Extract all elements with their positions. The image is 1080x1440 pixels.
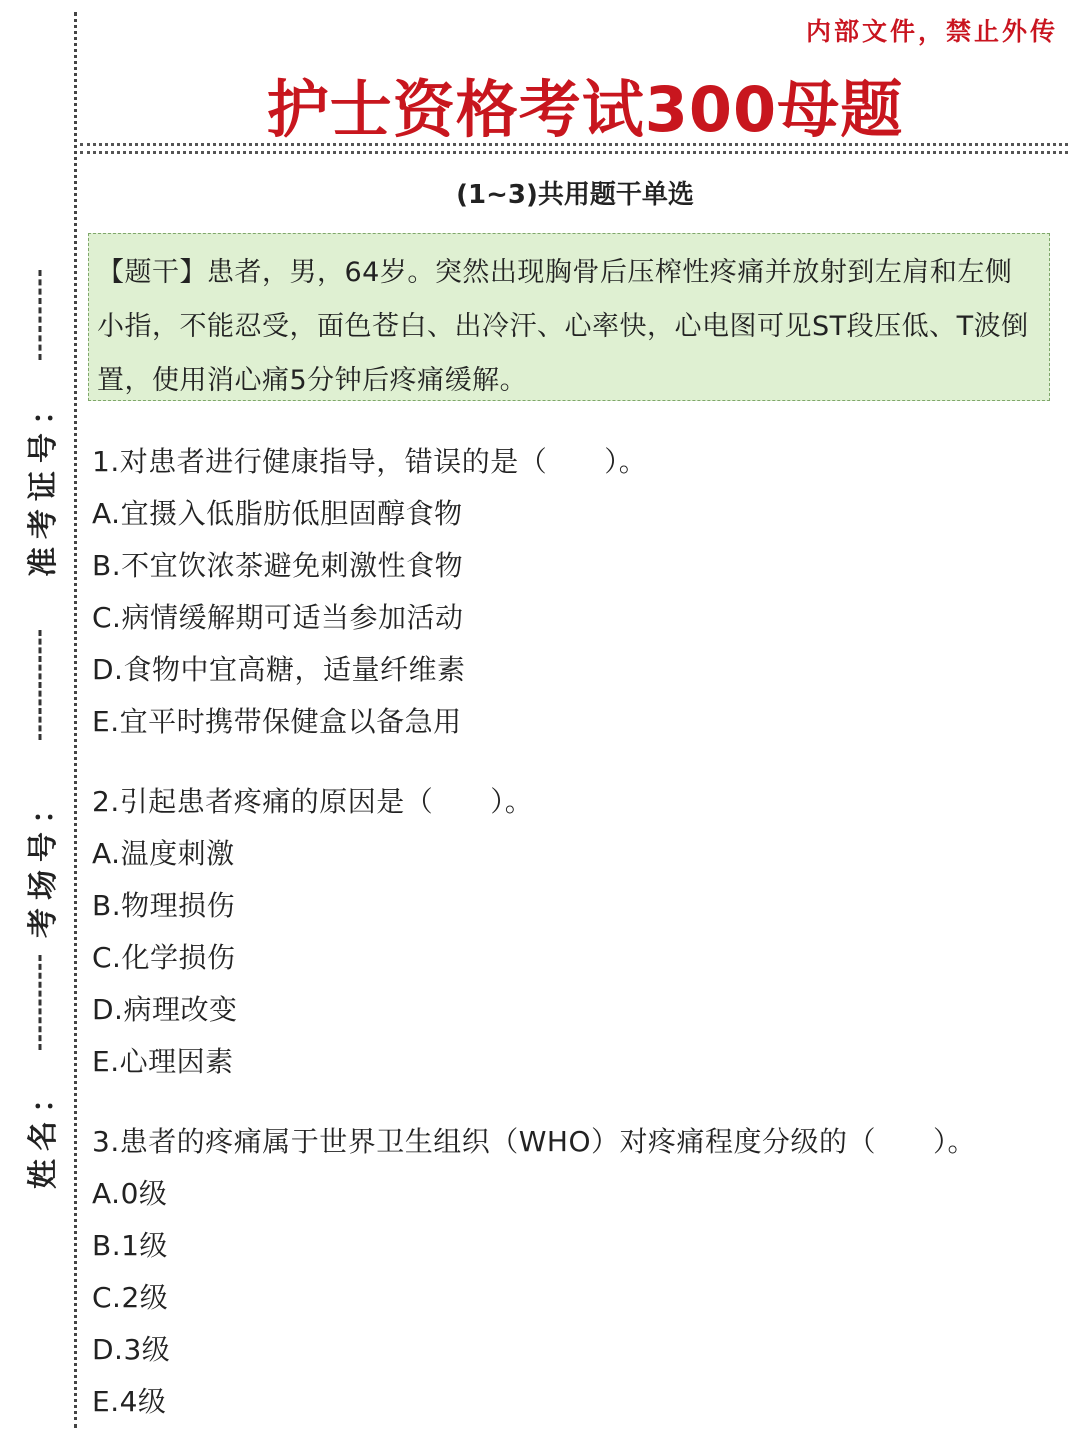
binding-dash-1 <box>39 270 42 360</box>
question-3-option-e[interactable]: E.4级 <box>92 1385 167 1418</box>
title-divider <box>80 143 1068 146</box>
question-3-option-c[interactable]: C.2级 <box>92 1281 169 1314</box>
question-3-option-a[interactable]: A.0级 <box>92 1177 168 1210</box>
question-1-option-c[interactable]: C.病情缓解期可适当参加活动 <box>92 601 464 634</box>
section-heading: (1~3)共用题干单选 <box>456 180 694 210</box>
question-1-stem: 1.对患者进行健康指导，错误的是（ ）。 <box>92 445 648 478</box>
question-2-option-c[interactable]: C.化学损伤 <box>92 941 236 974</box>
binding-dash-3 <box>39 955 42 1050</box>
question-3-option-b[interactable]: B.1级 <box>92 1229 168 1262</box>
page-title: 护士资格考试300母题 <box>266 73 904 146</box>
question-2-option-b[interactable]: B.物理损伤 <box>92 889 236 922</box>
question-1-option-d[interactable]: D.食物中宜高糖，适量纤维素 <box>92 653 466 686</box>
question-3-option-d[interactable]: D.3级 <box>92 1333 171 1366</box>
question-1-option-b[interactable]: B.不宜饮浓茶避免刺激性食物 <box>92 549 464 582</box>
binding-margin-labels <box>14 250 66 1189</box>
question-3 <box>92 1116 1052 1428</box>
name-label: 姓名： <box>26 1075 61 1189</box>
question-2 <box>92 776 1052 1088</box>
shared-stem-text: 【题干】患者，男，64岁。突然出现胸骨后压榨性疼痛并放射到左肩和左侧小指，不能忍受，面色苍白、出冷汗、心率快，心电图可见ST段压低、T波倒置，使用消心痛5分钟后疼痛缓解。 <box>97 257 1029 396</box>
question-2-option-e[interactable]: E.心理因素 <box>92 1045 234 1078</box>
question-1 <box>92 436 1052 748</box>
title-divider-secondary <box>80 151 1068 154</box>
question-1-option-e[interactable]: E.宜平时携带保健盒以备急用 <box>92 705 462 738</box>
binding-dash-2 <box>39 630 42 740</box>
exam-room-label: 考场号： <box>26 786 61 938</box>
shared-stem-box <box>88 233 1050 401</box>
question-3-stem: 3.患者的疼痛属于世界卫生组织（WHO）对疼痛程度分级的（ ）。 <box>92 1125 976 1158</box>
question-1-option-a[interactable]: A.宜摄入低脂肪低胆固醇食物 <box>92 497 463 530</box>
question-2-option-a[interactable]: A.温度刺激 <box>92 837 235 870</box>
question-2-stem: 2.引起患者疼痛的原因是（ ）。 <box>92 785 534 818</box>
question-2-option-d[interactable]: D.病理改变 <box>92 993 238 1026</box>
confidential-notice: 内部文件，禁止外传 <box>805 17 1058 46</box>
binding-dotted-line <box>74 12 77 1428</box>
admission-number-label: 准考证号： <box>26 387 61 577</box>
